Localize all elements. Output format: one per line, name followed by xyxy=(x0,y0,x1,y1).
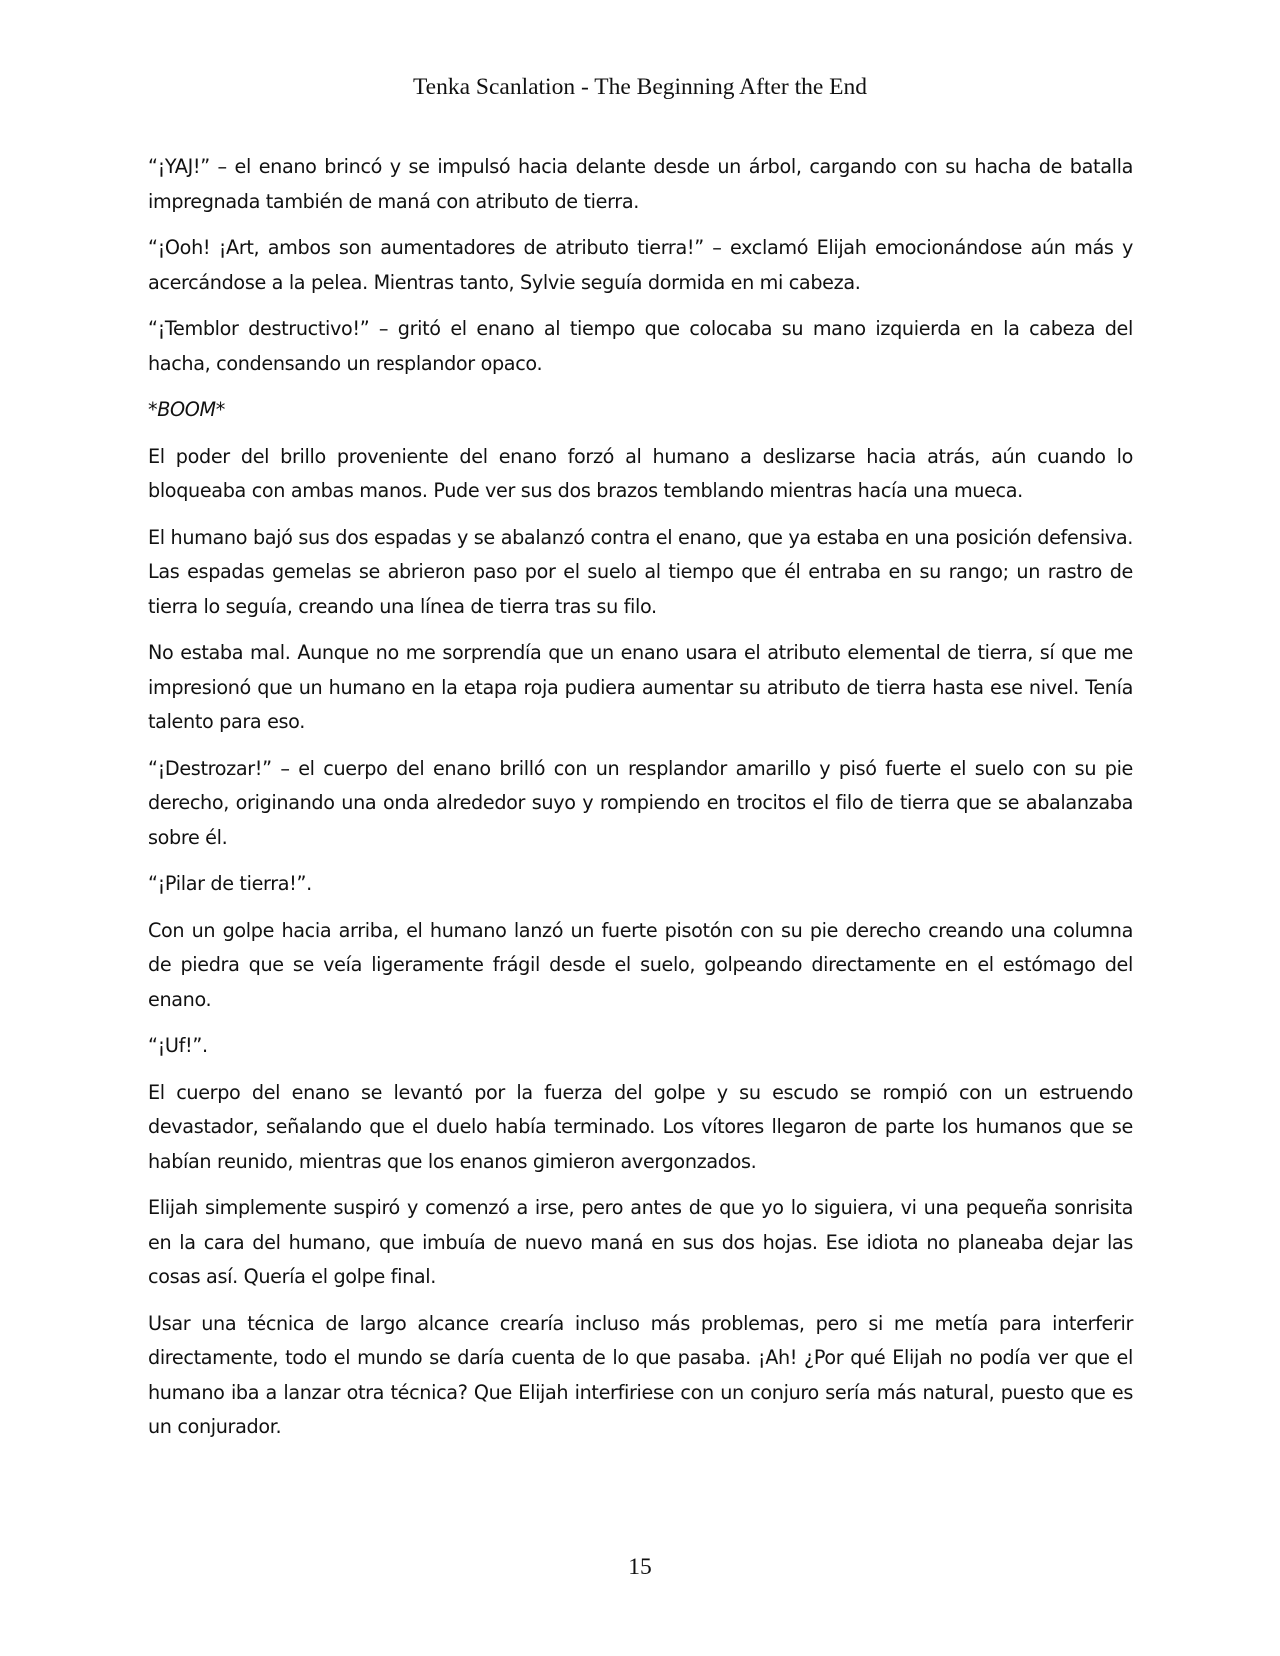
sound-effect-paragraph: *BOOM* xyxy=(148,398,226,421)
paragraph: El cuerpo del enano se levantó por la fuerza del golpe y su escudo se rompió con un estruendo devastador, señalando que el duelo había terminado. Los vítores llegaron de parte los humanos que se habían reunido, mientras que los enanos gimieron avergonzados. xyxy=(148,1080,1133,1173)
page-number: 15 xyxy=(628,1554,652,1580)
paragraph: “¡Ooh! ¡Art, ambos son aumentadores de atributo tierra!” – exclamó Elijah emocionándose aún más y acercándose a la pelea. Mientras tanto, Sylvie seguía dormida en mi cabeza. xyxy=(148,236,1133,294)
page-header: Tenka Scanlation - The Beginning After the End xyxy=(412,74,868,100)
paragraph: El humano bajó sus dos espadas y se abalanzó contra el enano, que ya estaba en una posición defensiva. Las espadas gemelas se abrieron paso por el suelo al tiempo que él entraba en su rango; un rastro de tierra lo seguía, creando una línea de tierra tras su filo. xyxy=(148,525,1133,618)
paragraph: Usar una técnica de largo alcance crearía incluso más problemas, pero si me metía para interferir directamente, todo el mundo se daría cuenta de lo que pasaba. ¡Ah! ¿Por qué Elijah no podía ver que el humano iba a lanzar otra técnica? Que Elijah interfiriese con un conjuro sería más natural, puesto que es un conjurador. xyxy=(148,1311,1133,1438)
paragraph: No estaba mal. Aunque no me sorprendía que un enano usara el atributo elemental de tierra, sí que me impresionó que un humano en la etapa roja pudiera aumentar su atributo de tierra hasta ese nivel. Tenía talento para eso. xyxy=(148,641,1133,733)
page-body xyxy=(148,150,1133,1457)
paragraph: Elijah simplemente suspiró y comenzó a irse, pero antes de que yo lo siguiera, vi una pequeña sonrisita en la cara del humano, que imbuía de nuevo maná en sus dos hojas. Ese idiota no planeaba dejar las cosas así. Quería el golpe final. xyxy=(148,1196,1133,1288)
paragraph: “¡YAJ!” – el enano brincó y se impulsó hacia delante desde un árbol, cargando con su hacha de batalla impregnada también de maná con atributo de tierra. xyxy=(148,155,1133,213)
paragraph: “¡Pilar de tierra!”. xyxy=(148,872,312,895)
paragraph: “¡Uf!”. xyxy=(148,1034,208,1057)
paragraph: “¡Destrozar!” – el cuerpo del enano brilló con un resplandor amarillo y pisó fuerte el suelo con su pie derecho, originando una onda alrededor suyo y rompiendo en trocitos el filo de tierra que se abalanzaba sobre él. xyxy=(148,756,1133,849)
paragraph: Con un golpe hacia arriba, el humano lanzó un fuerte pisotón con su pie derecho creando una columna de piedra que se veía ligeramente frágil desde el suelo, golpeando directamente en el estómago del enano. xyxy=(148,918,1133,1011)
paragraph: “¡Temblor destructivo!” – gritó el enano al tiempo que colocaba su mano izquierda en la cabeza del hacha, condensando un resplandor opaco. xyxy=(148,317,1133,375)
paragraph: El poder del brillo proveniente del enano forzó al humano a deslizarse hacia atrás, aún cuando lo bloqueaba con ambas manos. Pude ver sus dos brazos temblando mientras hacía una mueca. xyxy=(148,444,1133,502)
